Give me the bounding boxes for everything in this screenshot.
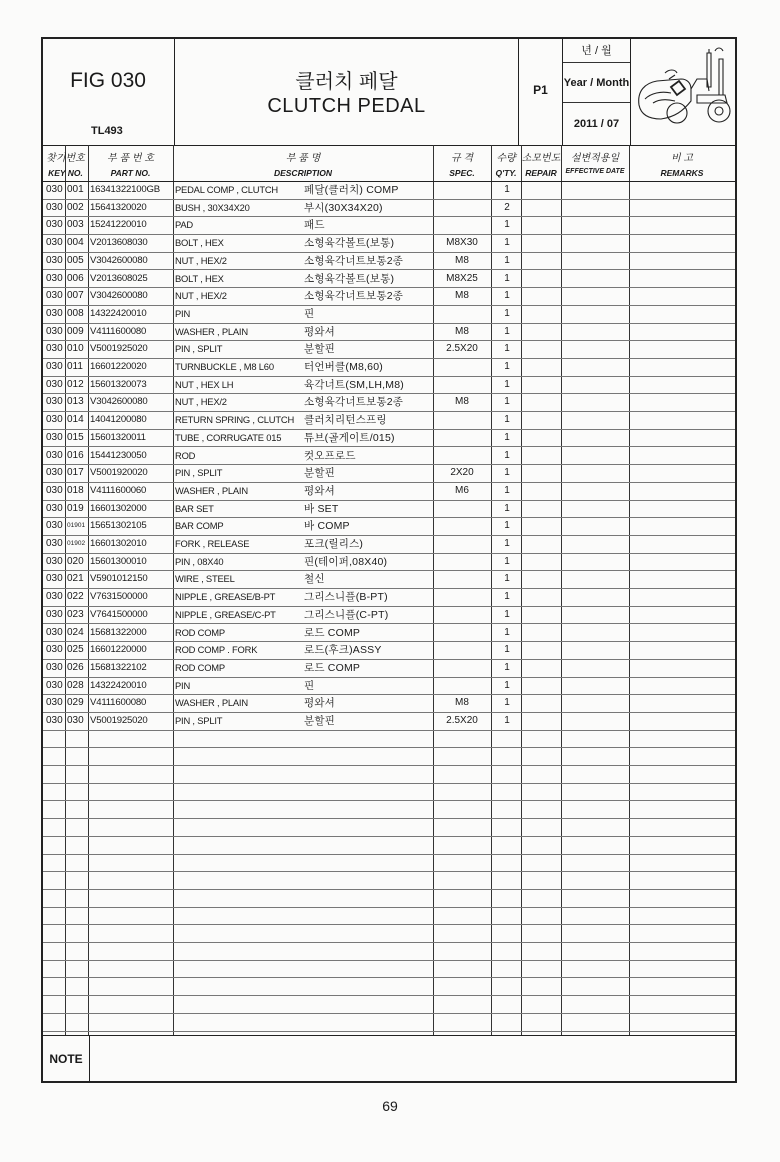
cell-part: 15241220010 (90, 219, 147, 231)
cell-spec (435, 358, 489, 376)
table-row (43, 464, 735, 483)
table-row (43, 500, 735, 519)
cell-spec (435, 429, 489, 447)
cell-key: 023 (67, 608, 84, 620)
cell-spec (435, 553, 489, 571)
empty-row (43, 978, 735, 997)
table-row (43, 252, 735, 271)
empty-row (43, 783, 735, 802)
cell-qty: 1 (504, 715, 510, 726)
col-effective-date: 설변적용일 EFFECTIVE DATE (565, 153, 625, 175)
table-row (43, 323, 735, 342)
cell-ko: 부시(30X34X20) (304, 201, 383, 214)
parts-sheet (41, 37, 737, 1083)
cell-part: V5901012150 (90, 573, 148, 585)
cell-part: V5001925020 (90, 715, 148, 726)
cell-key: 026 (67, 661, 84, 673)
cell-key: 007 (67, 290, 84, 302)
issue-date: 2011 / 07 (573, 118, 620, 130)
cell-spec (435, 659, 489, 677)
cell-part: V3042600080 (90, 396, 148, 408)
cell-ko: 바 SET (304, 502, 339, 515)
sheet-header (43, 39, 735, 146)
cell-spec (435, 411, 489, 429)
cell-fig: 030 (46, 626, 63, 638)
cell-spec (435, 376, 489, 394)
cell-desc: NIPPLE , GREASE/B-PT (175, 591, 276, 603)
col-part: 부 품 번 호 PART NO. (107, 153, 154, 178)
cell-ko: 소형육각너트보통2종 (304, 290, 404, 303)
cell-ko: 철신 (304, 573, 325, 586)
cell-spec: M8 (455, 290, 469, 302)
cell-desc: TUBE , CORRUGATE 015 (175, 431, 282, 443)
cell-key: 009 (67, 325, 84, 337)
cell-spec (435, 624, 489, 642)
cell-qty: 1 (504, 237, 510, 249)
cell-qty: 1 (504, 290, 510, 302)
cell-desc: NUT , HEX LH (175, 378, 234, 390)
cell-part: 15601320011 (90, 431, 146, 443)
empty-row (43, 836, 735, 855)
fig-cell (43, 39, 175, 145)
cell-qty: 1 (504, 254, 510, 266)
cell-key: 018 (67, 484, 84, 496)
parts-table (43, 145, 735, 1035)
cell-qty: 1 (504, 449, 510, 461)
cell-desc: FORK , RELEASE (175, 538, 250, 549)
table-row (43, 517, 735, 536)
cell-ko: 핀(테이퍼,08X40) (304, 555, 388, 568)
empty-row (43, 765, 735, 784)
cell-ko: 평와셔 (304, 484, 336, 497)
empty-row (43, 924, 735, 943)
cell-part: 16601302010 (90, 538, 147, 549)
cell-key: 002 (67, 201, 84, 213)
cell-qty: 1 (504, 272, 510, 284)
cell-spec (435, 588, 489, 606)
cell-desc: NUT , HEX/2 (175, 290, 227, 302)
cell-ko: 핀 (304, 679, 315, 692)
cell-spec (435, 517, 489, 535)
tractor-icon (631, 39, 735, 145)
cell-key: 008 (67, 307, 84, 319)
cell-key: 015 (67, 431, 84, 443)
table-row (43, 216, 735, 235)
cell-ko: 소형육각너트보통2종 (304, 254, 404, 267)
note-label: NOTE (43, 1036, 90, 1082)
cell-spec: M8X30 (446, 237, 478, 249)
cell-part: V4111600060 (90, 484, 147, 496)
cell-fig: 030 (46, 254, 63, 266)
cell-qty: 1 (504, 325, 510, 337)
cell-key: 029 (67, 697, 84, 709)
table-row (43, 624, 735, 643)
col-repair: 소모번도 REPAIR (521, 153, 561, 178)
cell-spec (435, 606, 489, 624)
cell-key: 01901 (67, 522, 86, 530)
cell-desc: WASHER , PLAIN (175, 484, 248, 496)
table-row (43, 376, 735, 395)
cell-fig: 030 (46, 219, 63, 231)
cell-ko: 핀 (304, 307, 315, 320)
cell-ko: 포크(릴리스) (304, 538, 364, 550)
cell-spec: M8 (455, 325, 469, 337)
cell-spec: 2.5X20 (446, 343, 478, 355)
cell-fig: 030 (46, 307, 63, 319)
cell-ko: 소형육각볼트(보통) (304, 272, 395, 285)
cell-desc: NUT , HEX/2 (175, 254, 227, 266)
cell-part: 16601220000 (90, 644, 147, 656)
empty-row (43, 871, 735, 890)
cell-part: V3042600080 (90, 254, 148, 266)
table-row (43, 181, 735, 200)
cell-key: 017 (67, 467, 84, 479)
cell-spec: M8X25 (446, 272, 478, 284)
cell-desc: WASHER , PLAIN (175, 325, 248, 337)
page-code: P1 (533, 83, 548, 97)
cell-fig: 030 (46, 290, 63, 302)
cell-spec: 2.5X20 (446, 715, 478, 726)
table-row (43, 641, 735, 660)
cell-fig: 030 (46, 484, 63, 496)
cell-part: 14041200080 (90, 414, 147, 426)
cell-desc: PEDAL COMP , CLUTCH (175, 184, 278, 195)
cell-qty: 1 (504, 538, 510, 549)
cell-qty: 2 (504, 201, 510, 213)
cell-key: 028 (67, 679, 84, 691)
cell-key: 025 (67, 644, 84, 656)
cell-part: V7631500000 (90, 591, 148, 603)
cell-part: 14322420010 (90, 679, 147, 691)
cell-qty: 1 (504, 520, 510, 532)
cell-spec (435, 535, 489, 553)
cell-fig: 030 (46, 661, 63, 673)
cell-qty: 1 (504, 555, 510, 567)
cell-desc: PAD (175, 219, 193, 231)
cell-spec (435, 570, 489, 588)
col-remarks: 비 고 REMARKS (660, 153, 704, 178)
cell-fig: 030 (46, 201, 63, 213)
table-row (43, 570, 735, 589)
cell-qty: 1 (504, 661, 510, 673)
title-english: CLUTCH PEDAL (267, 95, 426, 117)
cell-fig: 030 (46, 414, 63, 426)
empty-row (43, 801, 735, 820)
cell-fig: 030 (46, 573, 63, 585)
cell-fig: 030 (46, 449, 63, 461)
cell-fig: 030 (46, 608, 63, 620)
cell-key: 006 (67, 272, 84, 284)
cell-ko: 분할핀 (304, 343, 336, 356)
table-row (43, 588, 735, 607)
cell-fig: 030 (46, 361, 63, 372)
cell-fig: 030 (46, 467, 63, 479)
cell-desc: PIN , 08X40 (175, 555, 224, 567)
cell-part: 16601220020 (90, 361, 147, 372)
cell-ko: 소형육각너트보통2종 (304, 396, 404, 409)
cell-qty: 1 (504, 502, 510, 514)
cell-desc: NUT , HEX/2 (175, 396, 227, 408)
col-description: 부 품 명 DESCRIPTION (273, 153, 333, 178)
cell-spec: M8 (455, 697, 469, 709)
cell-part: 14322420010 (90, 307, 147, 319)
cell-fig: 030 (46, 538, 63, 549)
table-row (43, 429, 735, 448)
cell-part: V2013608025 (90, 272, 148, 284)
cell-spec (435, 216, 489, 234)
cell-desc: WIRE , STEEL (175, 573, 235, 585)
cell-qty: 1 (504, 307, 510, 319)
cell-ko: 육각너트(SM,LH,M8) (304, 378, 404, 391)
cell-key: 024 (67, 626, 84, 638)
cell-fig: 030 (46, 697, 63, 709)
table-row (43, 447, 735, 466)
cell-spec (435, 677, 489, 695)
cell-qty: 1 (504, 573, 510, 585)
fig-number: FIG 030 (70, 69, 146, 92)
cell-spec (435, 641, 489, 659)
cell-desc: PIN , SPLIT (175, 467, 223, 479)
cell-key: 016 (67, 449, 84, 461)
cell-key: 020 (67, 555, 84, 567)
cell-desc: TURNBUCKLE , M8 L60 (175, 361, 274, 372)
cell-desc: BOLT , HEX (175, 272, 224, 284)
page-code-cell (519, 39, 563, 145)
empty-row (43, 995, 735, 1014)
model-code: TL493 (91, 125, 123, 137)
cell-fig: 030 (46, 715, 63, 726)
year-month-label: Year / Month (563, 63, 630, 103)
col-spec: 규 격 SPEC. (449, 153, 475, 178)
cell-part: 15681322102 (90, 661, 147, 673)
cell-ko: 그리스니플(B-PT) (304, 591, 388, 604)
cell-key: 012 (67, 378, 84, 390)
table-row (43, 199, 735, 218)
cell-spec (435, 199, 489, 217)
note-section (43, 1035, 735, 1082)
table-row (43, 411, 735, 430)
cell-spec (435, 181, 489, 199)
table-row (43, 553, 735, 572)
cell-key: 022 (67, 591, 84, 603)
empty-row (43, 960, 735, 979)
cell-part: 15601300010 (90, 555, 147, 567)
title-cell (175, 39, 519, 145)
cell-desc: BAR COMP (175, 520, 224, 532)
cell-part: V3042600080 (90, 290, 148, 302)
cell-qty: 1 (504, 343, 510, 355)
cell-key: 003 (67, 219, 84, 231)
cell-key: 021 (67, 573, 84, 585)
cell-key: 001 (67, 184, 84, 195)
cell-ko: 로드 COMP (304, 661, 361, 674)
year-month-cell (563, 39, 631, 145)
empty-row (43, 747, 735, 766)
year-month-korean: 년 / 월 (563, 39, 630, 63)
cell-desc: BAR SET (175, 502, 214, 514)
col-key: 찾기번호 KEY NO. (46, 153, 85, 178)
cell-fig: 030 (46, 555, 63, 567)
cell-desc: ROD COMP . FORK (175, 644, 258, 656)
cell-spec: M8 (455, 254, 469, 266)
cell-fig: 030 (46, 237, 63, 249)
cell-ko: 로드 COMP (304, 626, 361, 639)
cell-fig: 030 (46, 325, 63, 337)
cell-fig: 030 (46, 396, 63, 408)
cell-part: 15641320020 (90, 201, 147, 213)
cell-fig: 030 (46, 431, 63, 443)
cell-fig: 030 (46, 591, 63, 603)
cell-qty: 1 (504, 644, 510, 656)
cell-ko: 그리스니플(C-PT) (304, 608, 389, 621)
cell-key: 019 (67, 502, 84, 514)
cell-part: 15651302105 (90, 520, 147, 532)
cell-desc: NIPPLE , GREASE/C-PT (175, 608, 276, 620)
table-row (43, 287, 735, 306)
cell-ko: 평와셔 (304, 325, 336, 338)
cell-fig: 030 (46, 679, 63, 691)
cell-ko: 분할핀 (304, 715, 336, 727)
cell-qty: 1 (504, 626, 510, 638)
cell-spec (435, 500, 489, 518)
cell-qty: 1 (504, 679, 510, 691)
cell-ko: 컷오프로드 (304, 449, 356, 462)
cell-spec: M6 (455, 484, 469, 496)
table-row (43, 358, 735, 377)
cell-fig: 030 (46, 502, 63, 514)
col-qty: 수량 Q'TY. (495, 153, 517, 178)
cell-ko: 분할핀 (304, 467, 336, 480)
cell-spec (435, 305, 489, 323)
cell-desc: PIN (175, 679, 191, 691)
cell-fig: 030 (46, 343, 63, 355)
table-row (43, 677, 735, 696)
table-row (43, 270, 735, 289)
cell-qty: 1 (504, 697, 510, 709)
cell-qty: 1 (504, 396, 510, 408)
cell-qty: 1 (504, 361, 510, 372)
table-header-row (43, 145, 735, 182)
cell-fig: 030 (46, 520, 63, 532)
table-row (43, 393, 735, 412)
cell-ko: 평와셔 (304, 697, 336, 710)
table-row (43, 482, 735, 501)
cell-qty: 1 (504, 219, 510, 231)
empty-row (43, 907, 735, 926)
table-row (43, 535, 735, 554)
cell-spec (435, 447, 489, 465)
cell-ko: 페달(클러치) COMP (304, 184, 399, 196)
cell-part: V4111600080 (90, 325, 147, 337)
cell-fig: 030 (46, 644, 63, 656)
cell-key: 014 (67, 414, 84, 426)
cell-ko: 터언버클(M8,60) (304, 361, 383, 373)
empty-row (43, 1013, 735, 1032)
cell-part: V4111600080 (90, 697, 147, 709)
cell-key: 010 (67, 343, 84, 355)
table-row (43, 305, 735, 324)
cell-key: 013 (67, 396, 84, 408)
cell-desc: PIN (175, 307, 191, 319)
empty-row (43, 730, 735, 749)
cell-part: V5001920020 (90, 467, 148, 479)
empty-row (43, 889, 735, 908)
cell-fig: 030 (46, 378, 63, 390)
cell-part: 15441230050 (90, 449, 147, 461)
cell-ko: 패드 (304, 219, 325, 232)
cell-desc: ROD COMP (175, 661, 225, 673)
cell-part: 15601320073 (90, 378, 147, 390)
table-row (43, 659, 735, 678)
cell-part: V5001925020 (90, 343, 148, 355)
cell-desc: WASHER , PLAIN (175, 697, 248, 709)
cell-key: 004 (67, 237, 84, 249)
cell-desc: PIN , SPLIT (175, 715, 223, 726)
empty-row (43, 942, 735, 961)
cell-key: 005 (67, 254, 84, 266)
empty-row (43, 818, 735, 837)
cell-desc: BUSH , 30X34X20 (175, 201, 250, 213)
cell-key: 030 (67, 715, 84, 726)
table-row (43, 694, 735, 713)
cell-fig: 030 (46, 184, 63, 195)
tractor-illustration (631, 39, 735, 145)
page-number: 69 (382, 1098, 398, 1114)
cell-part: 16601302000 (90, 502, 147, 514)
cell-part: 16341322100GB (90, 184, 160, 195)
cell-desc: PIN , SPLIT (175, 343, 223, 355)
cell-desc: RETURN SPRING , CLUTCH (175, 414, 295, 426)
cell-ko: 튜브(골게이트/015) (304, 431, 395, 444)
table-row (43, 606, 735, 625)
title-korean: 클러치 페달 (295, 71, 398, 93)
cell-ko: 소형육각볼트(보통) (304, 237, 395, 250)
table-row (43, 234, 735, 253)
cell-qty: 1 (504, 484, 510, 496)
cell-part: V7641500000 (90, 608, 148, 620)
cell-qty: 1 (504, 591, 510, 603)
cell-key: 011 (67, 361, 83, 372)
cell-fig: 030 (46, 272, 63, 284)
cell-desc: ROD (175, 449, 196, 461)
empty-row (43, 854, 735, 873)
cell-part: V2013608030 (90, 237, 148, 249)
cell-part: 15681322000 (90, 626, 147, 638)
cell-qty: 1 (504, 608, 510, 620)
cell-spec: M8 (455, 396, 469, 408)
cell-ko: 바 COMP (304, 520, 350, 533)
cell-ko: 로드(후크)ASSY (304, 644, 382, 657)
cell-qty: 1 (504, 431, 510, 443)
cell-desc: BOLT , HEX (175, 237, 224, 249)
cell-qty: 1 (504, 378, 510, 390)
cell-ko: 클러치리턴스프링 (304, 414, 387, 427)
cell-qty: 1 (504, 467, 510, 479)
cell-spec: 2X20 (450, 467, 474, 479)
cell-qty: 1 (504, 414, 510, 426)
cell-desc: ROD COMP (175, 626, 225, 638)
table-row (43, 340, 735, 359)
cell-qty: 1 (504, 184, 510, 195)
cell-key: 01902 (67, 540, 86, 547)
table-row (43, 712, 735, 731)
